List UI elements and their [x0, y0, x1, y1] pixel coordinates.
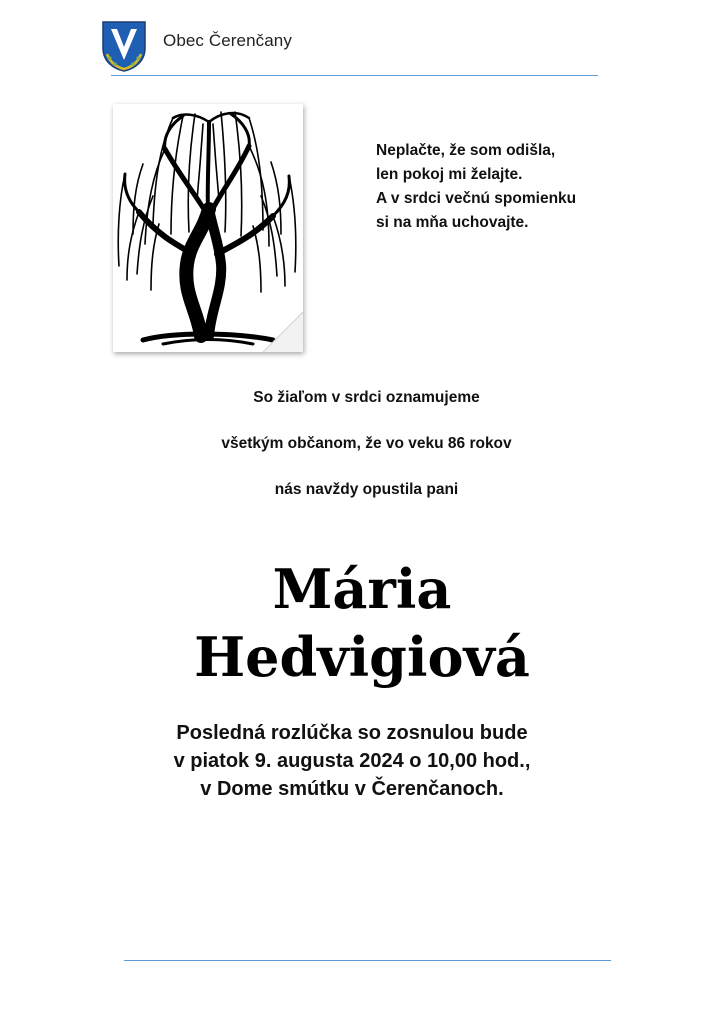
announcement-line-1: So žiaľom v srdci oznamujeme [253, 389, 480, 406]
funeral-details-line: Posledná rozlúčka so zosnulou bude [176, 722, 528, 744]
funeral-details-line: v piatok 9. augusta 2024 o 10,00 hod., [173, 750, 531, 772]
footer-divider [124, 960, 611, 961]
deceased-first-name: Mária [272, 557, 452, 621]
village-coat-of-arms-icon [101, 20, 147, 72]
organization-name: Obec Čerenčany [163, 31, 292, 50]
memorial-verse [376, 139, 576, 235]
verse-line: Neplačte, že som odišla, [376, 142, 556, 159]
verse-line: len pokoj mi želajte. [376, 166, 523, 183]
announcement-line-2: všetkým občanom, že vo veku 86 rokov [221, 435, 512, 452]
funeral-details-line: v Dome smútku v Čerenčanoch. [200, 778, 504, 800]
announcement-line-3: nás navždy opustila pani [274, 481, 459, 498]
funeral-details [0, 719, 704, 803]
header-divider [111, 75, 598, 76]
deceased-last-name: Hedvigiová [194, 625, 530, 689]
verse-line: si na mňa uchovajte. [376, 214, 529, 231]
weeping-willow-tree-icon [113, 104, 303, 352]
verse-line: A v srdci večnú spomienku [376, 190, 577, 207]
